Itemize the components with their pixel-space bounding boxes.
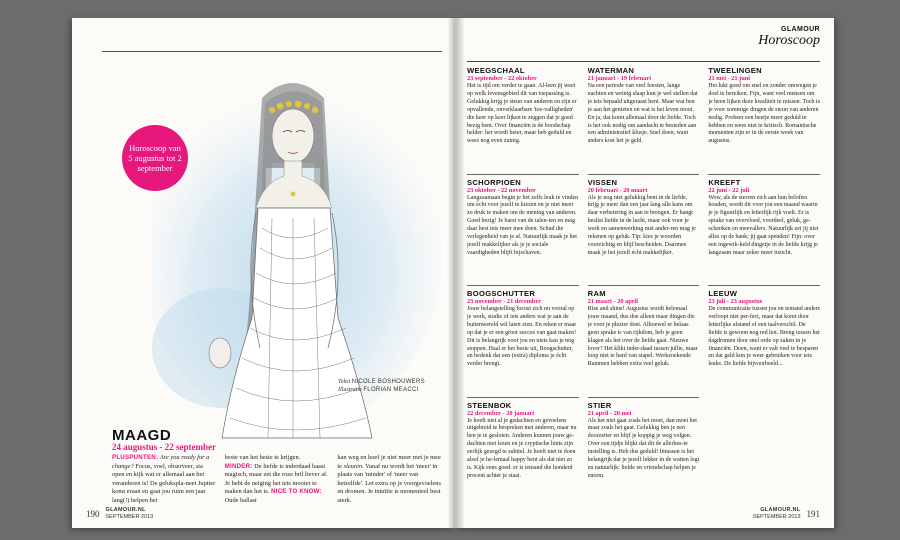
sign-ram bbox=[588, 286, 700, 398]
footer-site-right: GLAMOUR.NL bbox=[760, 507, 801, 513]
pluspunten-label: PLUSPUNTEN: bbox=[112, 454, 159, 461]
sign-name: KREEFT bbox=[708, 177, 741, 187]
credit-text-line bbox=[338, 378, 455, 386]
pluspunten-intro: Are you ready for a change? bbox=[112, 454, 210, 470]
sign-dates: 22 juni - 22 juli bbox=[708, 186, 750, 194]
left-footer bbox=[86, 507, 153, 520]
sign-dates: 21 april - 20 mei bbox=[587, 409, 632, 417]
right-footer bbox=[753, 507, 820, 520]
sign-text: Het lukt goed om snel en zonder omwegen je doel te bereiken. Fijn, want veel mensen om je heen lijken deze kwaliteit te missen. Toch is je voor sommige dingen de steun van anderen nodig. Probeer een beetje meer geduld te hebben en wees niet te kritisch. Romantische momenten zijn er in de eerste week van augustus. bbox=[708, 83, 820, 145]
sign-name: TWEELINGEN bbox=[708, 66, 762, 75]
sign-dates: 21 januari - 19 februari bbox=[587, 75, 651, 82]
horoscope-period-badge: Horoscoop van 5 augustus tot 2 september bbox=[122, 125, 188, 191]
nice-to-know-text-end: Vanaf nu wordt het 'meer' in plaats van 'minder' of 'meer van hetzelfde'. Let extra op je voorgevoelens en dromen. Je intuïtie is momenteel best sterk. bbox=[337, 462, 441, 504]
sign-text: Het is tijd om verder te gaan. Al-leen jij weet op welk levensgebied dit van toepassing is. Gelukkig krijg je steun van anderen en zijn er opvallende, onverklaarbare 'toe-valligheden' die keer op keer lijken te zeggen dat je goed bezig bent. Over financiën is de boodschap helder: het wordt beter, maar heb geduld en wees nog even zuinig. bbox=[467, 83, 577, 145]
maagd-body bbox=[112, 454, 442, 506]
nice-to-know-italic: sleuren. bbox=[343, 462, 364, 470]
credit-illustration-line bbox=[338, 386, 455, 394]
footer-site-left: GLAMOUR.NL bbox=[105, 507, 146, 513]
sign-boogschutter bbox=[467, 286, 579, 398]
credit-illustration-label: Illustratie bbox=[338, 387, 362, 393]
maagd-column-1 bbox=[112, 454, 217, 506]
sign-stier bbox=[588, 398, 700, 510]
sign-title-maagd: MAAGD bbox=[112, 427, 172, 444]
horoscope-grid bbox=[467, 63, 820, 509]
maagd-column-2 bbox=[225, 454, 330, 506]
footer-issue-right: SEPTEMBER 2013 bbox=[752, 513, 801, 520]
nice-to-know-text-cont: kan weg en hoef je niet meer met je mee te bbox=[337, 454, 441, 470]
sign-text: Je hoeft niet al je gedachten en gevoelens uitgebreid te bespreken met anderen, maar nu ben je te gesloten. Anderen kunnen jouw ge-dachten niet lezen en je cryptische hints zijn eerlijk gezegd te subtiel. Je hoeft niet te doen alsof je he-lemaal happy bent als dat niet zo is. Kijk eens goed: er is iemand die honderd procent achter je staat. bbox=[467, 417, 577, 479]
sign-vissen bbox=[588, 175, 700, 287]
sign-name: RAM bbox=[587, 289, 606, 298]
footer-brand-left bbox=[106, 507, 154, 520]
magazine-brand: GLAMOUR bbox=[781, 26, 820, 33]
sign-text: Wow, als de sterren zich aan hun beloftes houden, wordt dit voor jou een maand waarin je je figuurlijk en letterlijk rijk voelt. Er is sprake van overvloed, voordeel, geluk, ge-schenken en meevallers. Natuurlijk zet jij niet alles op de bank; jij gaat spenden! Fijn: over een ingewik-keld dingetje in de liefde krijg je langzaam maar zeker meer inzicht. bbox=[708, 194, 819, 256]
sign-dates: 21 mei - 21 juni bbox=[708, 75, 750, 82]
left-page bbox=[72, 18, 455, 528]
right-page bbox=[455, 18, 834, 528]
nice-to-know-label: NICE TO KNOW: bbox=[271, 488, 322, 496]
sign-name: STEENBOK bbox=[467, 400, 512, 410]
sign-waterman bbox=[588, 63, 700, 175]
sign-text: Na een periode van veel feesten, lange nachten en weinig slaap kun je wel stellen dat je iets bepaald uitgeraast bent. Maar wat ben je aan het genieten en wat is het leven mooi. En ja, dat komt allemaal door de liefde. Toch is het ook nodig om aandacht te besteden aan een administratief klusje. Snel doen, want anders kost het je geld. bbox=[587, 83, 698, 145]
sign-dates: 23 november - 21 december bbox=[467, 298, 542, 305]
sign-dates: 23 oktober - 22 november bbox=[467, 186, 536, 194]
sign-dates: 20 februari - 20 maart bbox=[587, 186, 648, 194]
pluspunten-text-cont: beste van het beste te krijgen. bbox=[224, 454, 301, 461]
sign-text: Jouw belangstelling focust zich nu vooral op je werk, studie of iets anders wat je aan de buitenwereld wil laten zien. En reken er maar op dat je er een groot succes van gaat maken! Dit is belangrijk voor jou en niets kan je nog stoppen. Haal er het beste uit, Boogschutter, en bedenk dat een (extra) diploma je écht verder brengt. bbox=[467, 306, 577, 368]
sign-dates: 23 september - 22 oktober bbox=[467, 75, 537, 82]
credit-illustration-name: FLORIAN MEACCI bbox=[363, 387, 419, 393]
credits bbox=[338, 378, 455, 394]
sign-leeuw bbox=[708, 286, 820, 509]
header-rule bbox=[467, 61, 820, 62]
sign-tweelingen bbox=[708, 63, 820, 175]
top-rule bbox=[102, 51, 442, 52]
sign-text: Als het niet gaat zoals het moet, dan moet het maar zoals het gaat. Gelukkig ben je een doorzetter en blijf je koppig je weg volgen. Over een tijdje blijkt dat dit de allerbes-te instelling is. Heb dus geduld! Intussen is het belangrijk dat je jezelf lekker in de watten legt en natuurlijk: liefde en vriendschap helpen je enorm. bbox=[587, 417, 700, 479]
magazine-header bbox=[758, 26, 820, 49]
page-number-left: 190 bbox=[86, 508, 100, 519]
sign-name: WATERMAN bbox=[587, 66, 635, 75]
nice-to-know-text: Oude ballast bbox=[224, 496, 257, 504]
sign-text: Langzaamaan begin je het zelfs leuk te vinden om écht voor jezelf te kiezen en je niet meer zo druk te maken om de mening van anderen. Goed bezig! Je barst van de talen-ten en mag daar best iets meer mee doen. Schud die verlegenheid van je af. Natuurlijk maak je het jezelf makkelijker als je je sociale vaardigheden blijft bijschaven. bbox=[467, 194, 579, 256]
minder-label: MINDER: bbox=[224, 462, 253, 470]
sign-weegschaal bbox=[467, 63, 579, 175]
spine-shadow bbox=[447, 18, 465, 528]
sign-text: Als je nog niet gelukkig bent in de liefde, krijg je meer dan een jaar lang alle kans om daar verbetering in aan te brengen. Er hangt beslist liefde in de lucht, maar ook voor je werk en samenwerking met ander-ren mag je rekenen op geluk. Tip: kies je woorden voorzichtig en blijf bescheiden. Daarmee maak je het jezelf écht makkelijker. bbox=[587, 194, 696, 256]
sign-dates-maagd: 24 augustus - 22 september bbox=[112, 442, 217, 452]
sign-name: SCHORPIOEN bbox=[467, 177, 522, 187]
sign-name: STIER bbox=[587, 400, 612, 410]
sign-name: BOOGSCHUTTER bbox=[467, 289, 536, 298]
maagd-column-3 bbox=[337, 454, 442, 506]
sign-dates: 21 maart - 20 april bbox=[587, 298, 639, 305]
credit-text-label: Tekst bbox=[338, 379, 351, 385]
sign-dates: 22 december - 20 januari bbox=[467, 409, 535, 417]
sign-dates: 23 juli - 23 augustus bbox=[708, 298, 763, 305]
sign-text: Rise and shine! Augustus wordt helemaal jouw maand, dus doe alleen maar dingen die je voor je plezier doet. Alhoewel er helaas geen sprake is van rijkdom, heb je geen klagen als het over de liefde gaat. Nieuwe lover? Het klikt inder-daad tussen jullie, maar loop niet te hard van stapel. Werkzoekende Rammen hebben extra veel geluk. bbox=[587, 306, 698, 368]
page-number-right: 191 bbox=[806, 508, 820, 519]
sign-name: LEEUW bbox=[708, 289, 738, 298]
sign-name: WEEGSCHAAL bbox=[467, 66, 525, 75]
pluspunten-text: Focus, voel, observeer, sta open en kijk wat er allemaal aan het veranderen is! De gelukspla-neet Jupiter komt eraan en gaat jou ruim een jaar lang(!) helpen het bbox=[112, 462, 216, 504]
credit-text-name: NICOLE BOSHOUWERS bbox=[351, 379, 425, 385]
section-title: Horoscoop bbox=[758, 33, 820, 48]
sign-steenbok bbox=[467, 398, 579, 510]
sign-schorpioen bbox=[467, 175, 579, 287]
footer-issue-left: SEPTEMBER 2013 bbox=[105, 513, 154, 520]
sign-kreeft bbox=[708, 175, 820, 287]
footer-brand-right bbox=[753, 507, 801, 520]
sign-name: VISSEN bbox=[587, 177, 618, 187]
girl-illustration bbox=[152, 58, 442, 458]
minder-text: De liefde is inderdaad haast magisch, maar zet die roze bril liever af. Je hebt de neiging het iets mooier te maken dan het is. bbox=[224, 462, 328, 496]
sign-text: De communicatie tussen jou en iemand anders verloopt niet per-fect, maar dat komt door letterlijke afstand of een taalverschil. De liefde is gewoon nog red hot. Breng tussen het dagdromen door snel orde op zaken in je financiën. Doen, want er valt veel te besparen en dat geld kun je weer gebruiken voor iets leuks. De liefde bijvoorbeeld... bbox=[708, 306, 820, 368]
